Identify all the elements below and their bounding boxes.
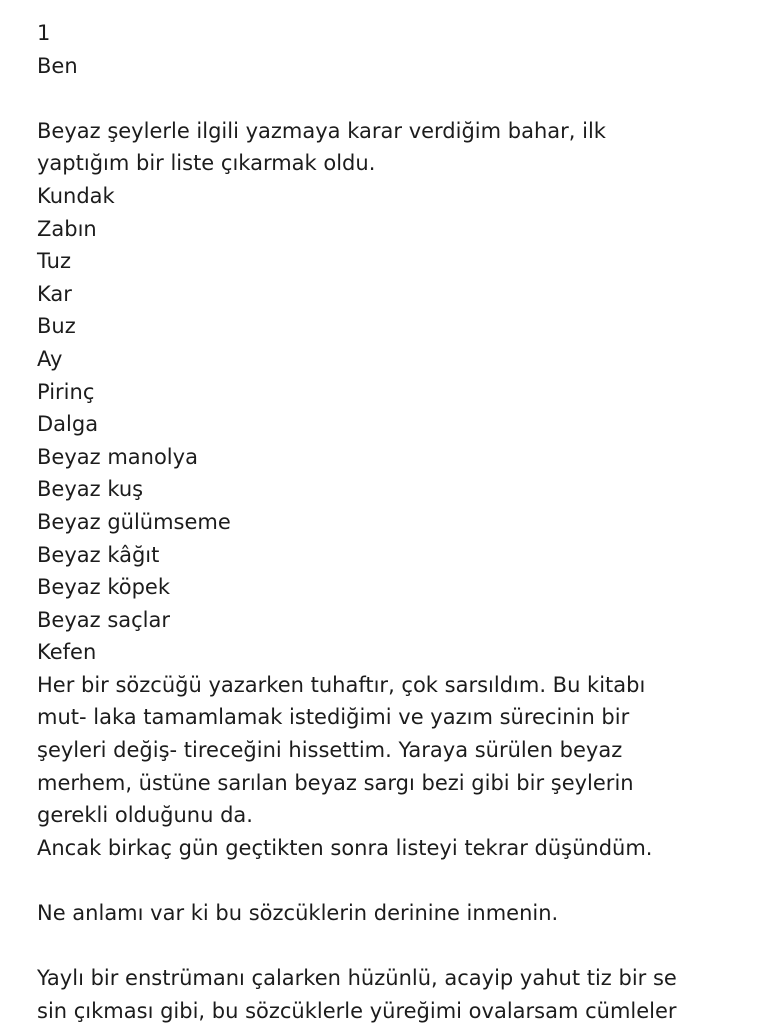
list-item: Kar	[37, 281, 72, 306]
list-item: Beyaz kuş	[37, 477, 144, 502]
paragraph-line: mut- laka tamamlamak istediğimi ve yazım sürecinin bir	[37, 705, 630, 730]
blank-line	[37, 82, 737, 115]
closing-line: Yaylı bir enstrümanı çalarken hüzünlü, acayip yahut tiz bir se	[37, 966, 677, 991]
blank-line	[37, 864, 737, 897]
paragraph-line: Ancak birkaç gün geçtikten sonra listeyi tekrar düşündüm.	[37, 835, 653, 860]
list-item: Beyaz manolya	[37, 444, 198, 469]
list-item: Kundak	[37, 183, 115, 208]
white-things-list	[37, 180, 737, 669]
list-item: Ay	[37, 346, 63, 371]
closing-line: sin çıkması gibi, bu sözcüklerle yüreğimi ovalarsam cümleler	[37, 998, 677, 1023]
chapter-title: Ben	[37, 53, 78, 78]
document-page	[37, 17, 737, 1027]
body-paragraph	[37, 669, 737, 865]
list-item: Beyaz saçlar	[37, 607, 171, 632]
list-item: Beyaz kâğıt	[37, 542, 160, 567]
intro-line: yaptığım bir liste çıkarmak oldu.	[37, 151, 376, 176]
intro-line: Beyaz şeylerle ilgili yazmaya karar verdiğim bahar, ilk	[37, 118, 606, 143]
list-item: Beyaz gülümseme	[37, 509, 231, 534]
question-line: Ne anlamı var ki bu sözcüklerin derinine inmenin.	[37, 901, 559, 926]
paragraph-line: merhem, üstüne sarılan beyaz sargı bezi gibi bir şeylerin	[37, 770, 634, 795]
paragraph-line: Her bir sözcüğü yazarken tuhaftır, çok sarsıldım. Bu kitabı	[37, 672, 646, 697]
list-item: Pirinç	[37, 379, 95, 404]
list-item: Tuz	[37, 249, 71, 274]
list-item: Zabın	[37, 216, 97, 241]
list-item: Dalga	[37, 412, 99, 437]
paragraph-line: gerekli olduğunu da.	[37, 803, 253, 828]
list-item: Buz	[37, 314, 76, 339]
chapter-number: 1	[37, 21, 51, 45]
list-item: Kefen	[37, 640, 97, 665]
blank-line	[37, 930, 737, 963]
list-item: Beyaz köpek	[37, 575, 170, 600]
closing-paragraph	[37, 962, 737, 1027]
paragraph-line: şeyleri değiş- tireceğini hissettim. Yaraya sürülen beyaz	[37, 738, 623, 763]
intro-paragraph	[37, 115, 737, 180]
